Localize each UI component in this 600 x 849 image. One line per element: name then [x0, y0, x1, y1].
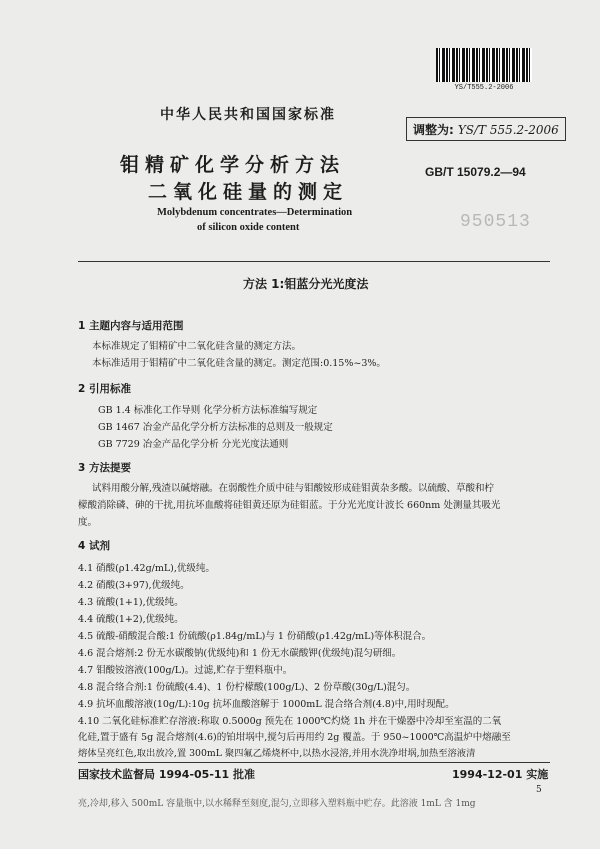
footer-divider	[78, 762, 550, 763]
reagent-item: 4.10 二氧化硅标准贮存溶液:称取 0.5000g 预先在 1000℃灼烧 1h 并在干燥器中冷却至室温的二氧	[78, 716, 502, 727]
section-3-title: 3 方法提要	[78, 462, 131, 474]
reagent-item: 4.9 抗坏血酸溶液(10g/L):10g 抗坏血酸溶解于 1000mL 混合络合剂(4.8)中,用时现配。	[78, 699, 455, 710]
reagent-item: 4.5 硫酸-硝酸混合酸:1 份硫酸(ρ1.84g/mL)与 1 份硝酸(ρ1.42g/mL)等体积混合。	[78, 631, 432, 642]
reagent-item: 4.6 混合熔剂:2 份无水碳酸钠(优级纯)和 1 份无水碳酸钾(优级纯)混匀研细。	[78, 648, 402, 659]
section-1-title: 1 主题内容与适用范围	[78, 320, 184, 332]
section-1-paragraph: 本标准适用于钼精矿中二氧化硅含量的测定。测定范围:0.15%~3%。	[92, 358, 386, 369]
reference-item: GB 1.4 标准化工作导则 化学分析方法标准编写规定	[98, 405, 318, 416]
standard-organization: 中华人民共和国国家标准	[160, 107, 336, 123]
section-4-title: 4 试剂	[78, 540, 110, 552]
english-title-line-1: Molybdenum concentrates—Determination	[157, 207, 353, 218]
reagent-item-continuation: 化硅,置于盛有 5g 混合熔剂(4.6)的铂坩埚中,搅匀后再用约 2g 覆盖。于 950~1000℃高温炉中熔融至	[78, 732, 511, 743]
section-2-title: 2 引用标准	[78, 383, 131, 395]
reagent-item: 4.1 硝酸(ρ1.42g/mL),优级纯。	[78, 563, 215, 574]
reference-item: GB 7729 冶金产品化学分析 分光光度法通则	[98, 439, 289, 450]
title-line-2: 二氧化硅量的测定	[148, 181, 349, 203]
section-3-paragraph: 檬酸消除磷、砷的干扰,用抗坏血酸将硅钼黄还原为硅钼蓝。于分光光度计波长 660nm 处测量其吸光	[78, 500, 501, 511]
reagent-item: 4.3 硫酸(1+1),优级纯。	[78, 597, 184, 608]
reagent-item: 4.4 硫酸(1+2),优级纯。	[78, 614, 184, 625]
implementation-date: 1994-12-01 实施	[452, 768, 549, 781]
barcode-text: YS/T555.2-2006	[454, 84, 514, 92]
method-title: 方法 1:钼蓝分光光度法	[243, 277, 369, 291]
barcode-image	[436, 48, 532, 82]
stamp-handwritten-number: YS/T 555.2-2006	[457, 123, 559, 137]
section-1-paragraph: 本标准规定了钼精矿中二氧化硅含量的测定方法。	[92, 341, 302, 352]
stamp-label: 调整为:	[413, 123, 454, 137]
standard-number: GB/T 15079.2—94	[425, 165, 526, 179]
adjustment-stamp	[406, 117, 566, 141]
section-3-paragraph: 度。	[78, 517, 98, 528]
header-divider	[78, 261, 550, 262]
reagent-item-continuation: 熔体呈亮红色,取出放冷,置 300mL 聚四氟乙烯烧杯中,以热水浸溶,并用水洗净坩埚,加热至溶液清	[78, 748, 476, 759]
section-3-paragraph: 试料用酸分解,残渣以碱熔融。在弱酸性介质中硅与钼酸铵形成硅钼黄杂多酸。以硫酸、草酸和柠	[92, 483, 495, 494]
title-line-1: 钼精矿化学分析方法	[120, 154, 346, 176]
reagent-item-continuation: 亮,冷却,移入 500mL 容量瓶中,以水稀释至刻度,混匀,立即移入塑料瓶中贮存。此溶液 1mL 含 1mg	[78, 799, 476, 809]
english-title-line-2: of silicon oxide content	[197, 222, 300, 233]
reagent-item: 4.2 硝酸(3+97),优级纯。	[78, 580, 190, 591]
approval-date: 国家技术监督局 1994-05-11 批准	[78, 768, 256, 781]
reference-item: GB 1467 冶金产品化学分析方法标准的总则及一般规定	[98, 422, 333, 433]
reagent-item: 4.8 混合络合剂:1 份硫酸(4.4)、1 份柠檬酸(100g/L)、2 份草酸(30g/L)混匀。	[78, 682, 416, 693]
reagent-item: 4.7 钼酸铵溶液(100g/L)。过滤,贮存于塑料瓶中。	[78, 665, 293, 676]
page-number: 5	[536, 785, 542, 795]
serial-number: 950513	[460, 212, 531, 232]
